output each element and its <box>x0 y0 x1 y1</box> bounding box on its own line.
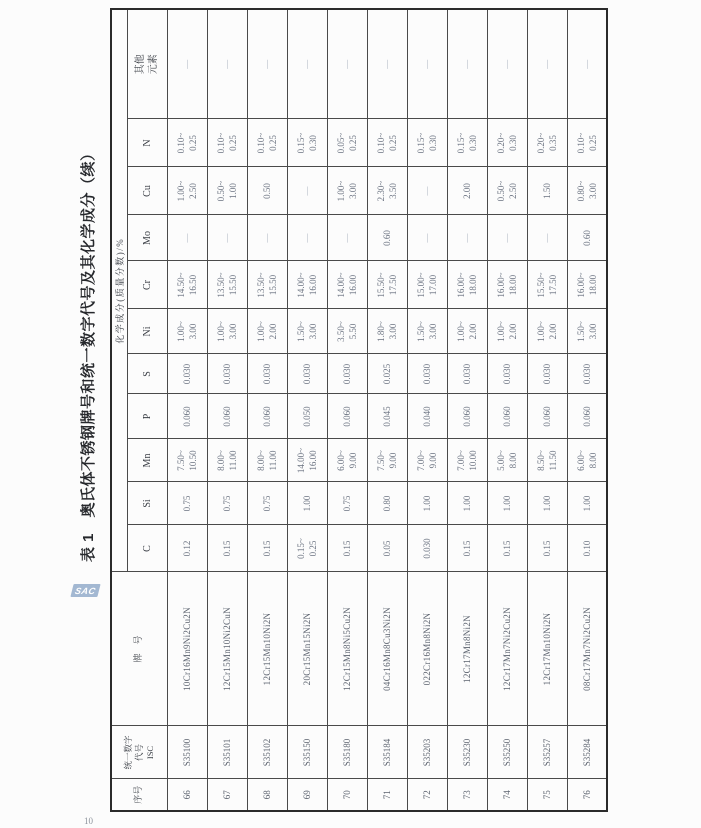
cell-Ni: 1.00~ 2.00 <box>527 309 567 354</box>
cell-Ni: 1.00~ 2.00 <box>487 309 527 354</box>
table-row <box>247 9 287 811</box>
cell-N: 0.10~ 0.25 <box>207 119 247 167</box>
cell-code: S35180 <box>327 726 367 779</box>
cell-C: 0.15 <box>207 525 247 572</box>
header-element-C: C <box>127 525 167 572</box>
cell-Mn: 5.00~ 8.00 <box>487 439 527 482</box>
cell-Mo: — <box>167 215 207 261</box>
cell-index: 70 <box>327 779 367 811</box>
cell-grade: 12Cr15Mn8Ni5Cu2N <box>327 572 367 726</box>
header-composition: 化学成分(质量分数)/% <box>111 9 127 572</box>
header-grade: 牌 号 <box>111 572 167 726</box>
header-index: 序号 <box>111 779 167 811</box>
cell-Mo: 0.60 <box>567 215 607 261</box>
cell-grade: 12Cr15Mn10Ni2CuN <box>207 572 247 726</box>
cell-S: 0.025 <box>367 354 407 394</box>
rotated-sheet <box>75 10 605 812</box>
cell-grade: 12Cr15Mn10Ni2N <box>247 572 287 726</box>
cell-Ni: 1.50~ 3.00 <box>407 309 447 354</box>
cell-Mn: 14.00~ 16.00 <box>287 439 327 482</box>
cell-Cu: 1.50 <box>527 167 567 215</box>
cell-Si: 0.75 <box>327 482 367 525</box>
cell-code: S35203 <box>407 726 447 779</box>
cell-index: 72 <box>407 779 447 811</box>
cell-Mn: 7.00~ 10.00 <box>447 439 487 482</box>
cell-N: 0.15~ 0.30 <box>447 119 487 167</box>
cell-Ni: 1.80~ 3.00 <box>367 309 407 354</box>
cell-code: S35257 <box>527 726 567 779</box>
cell-S: 0.030 <box>527 354 567 394</box>
cell-index: 71 <box>367 779 407 811</box>
cell-Mo: — <box>487 215 527 261</box>
cell-P: 0.060 <box>247 394 287 439</box>
cell-Ni: 1.50~ 3.00 <box>567 309 607 354</box>
cell-Si: 0.75 <box>247 482 287 525</box>
cell-Si: 0.80 <box>367 482 407 525</box>
cell-other: — <box>247 9 287 119</box>
cell-Cu: — <box>407 167 447 215</box>
cell-C: 0.15 <box>487 525 527 572</box>
composition-table <box>110 8 608 812</box>
cell-C: 0.030 <box>407 525 447 572</box>
cell-other: — <box>167 9 207 119</box>
cell-S: 0.030 <box>247 354 287 394</box>
cell-Mn: 6.00~ 8.00 <box>567 439 607 482</box>
table-body <box>167 9 607 811</box>
cell-Cr: 16.00~ 18.00 <box>567 261 607 309</box>
cell-Mn: 6.00~ 9.00 <box>327 439 367 482</box>
header-element-S: S <box>127 354 167 394</box>
cell-index: 68 <box>247 779 287 811</box>
cell-Mn: 8.50~ 11.50 <box>527 439 567 482</box>
cell-Ni: 3.50~ 5.50 <box>327 309 367 354</box>
cell-C: 0.05 <box>367 525 407 572</box>
cell-C: 0.15 <box>327 525 367 572</box>
cell-Cu: 0.50 <box>247 167 287 215</box>
cell-Cr: 14.50~ 16.50 <box>167 261 207 309</box>
header-code-line: 代号 <box>133 744 144 762</box>
cell-Mo: — <box>327 215 367 261</box>
table-row <box>527 9 567 811</box>
cell-C: 0.15 <box>447 525 487 572</box>
header-code-line: 统一数字 <box>122 735 133 770</box>
cell-P: 0.045 <box>367 394 407 439</box>
page-number: 10 <box>84 816 93 826</box>
cell-Mo: — <box>207 215 247 261</box>
header-element-Cr: Cr <box>127 261 167 309</box>
cell-Ni: 1.00~ 2.00 <box>247 309 287 354</box>
cell-Mn: 8.00~ 11.00 <box>247 439 287 482</box>
cell-S: 0.030 <box>327 354 367 394</box>
cell-N: 0.15~ 0.30 <box>407 119 447 167</box>
cell-N: 0.10~ 0.25 <box>567 119 607 167</box>
cell-code: S35184 <box>367 726 407 779</box>
cell-P: 0.060 <box>487 394 527 439</box>
cell-index: 66 <box>167 779 207 811</box>
cell-grade: 04Cr16Mn8Cu3Ni2N <box>367 572 407 726</box>
cell-C: 0.15 <box>527 525 567 572</box>
cell-Cu: 1.00~ 2.50 <box>167 167 207 215</box>
cell-grade: 12Cr17Mn7Ni2Cu2N <box>487 572 527 726</box>
cell-Mo: — <box>247 215 287 261</box>
sac-logo: SAC <box>70 584 100 597</box>
cell-index: 73 <box>447 779 487 811</box>
cell-P: 0.060 <box>167 394 207 439</box>
cell-Si: 1.00 <box>487 482 527 525</box>
table-row <box>287 9 327 811</box>
header-element-Si: Si <box>127 482 167 525</box>
header-element-Mn: Mn <box>127 439 167 482</box>
header-element-Ni: Ni <box>127 309 167 354</box>
cell-code: S35230 <box>447 726 487 779</box>
cell-grade: 10Cr16Mn9Ni2Cu2N <box>167 572 207 726</box>
title-row <box>75 10 110 812</box>
cell-Cu: 0.80~ 3.00 <box>567 167 607 215</box>
table-row <box>567 9 607 811</box>
cell-Cu: 0.50~ 2.50 <box>487 167 527 215</box>
cell-grade: 20Cr15Mn15Ni2N <box>287 572 327 726</box>
cell-Si: 1.00 <box>527 482 567 525</box>
cell-Si: 1.00 <box>407 482 447 525</box>
table-row <box>487 9 527 811</box>
cell-N: 0.05~ 0.25 <box>327 119 367 167</box>
cell-N: 0.10~ 0.25 <box>167 119 207 167</box>
cell-P: 0.060 <box>327 394 367 439</box>
cell-Cu: 0.50~ 1.00 <box>207 167 247 215</box>
cell-Cr: 15.50~ 17.50 <box>367 261 407 309</box>
cell-S: 0.030 <box>287 354 327 394</box>
table-row <box>407 9 447 811</box>
cell-grade: 12Cr17Mn8Ni2N <box>447 572 487 726</box>
cell-code: S35101 <box>207 726 247 779</box>
table-row <box>367 9 407 811</box>
cell-code: S35102 <box>247 726 287 779</box>
cell-Cr: 16.00~ 18.00 <box>447 261 487 309</box>
cell-other: — <box>287 9 327 119</box>
cell-Mn: 7.00~ 9.00 <box>407 439 447 482</box>
table-row <box>327 9 367 811</box>
cell-N: 0.20~ 0.30 <box>487 119 527 167</box>
cell-Ni: 1.00~ 2.00 <box>447 309 487 354</box>
cell-other: — <box>207 9 247 119</box>
cell-C: 0.15 <box>247 525 287 572</box>
cell-S: 0.030 <box>167 354 207 394</box>
cell-code: S35284 <box>567 726 607 779</box>
cell-Mo: — <box>407 215 447 261</box>
cell-P: 0.060 <box>207 394 247 439</box>
cell-Si: 1.00 <box>447 482 487 525</box>
cell-Ni: 1.50~ 3.00 <box>287 309 327 354</box>
cell-S: 0.030 <box>207 354 247 394</box>
cell-code: S35250 <box>487 726 527 779</box>
table-row <box>447 9 487 811</box>
cell-code: S35150 <box>287 726 327 779</box>
cell-N: 0.10~ 0.25 <box>367 119 407 167</box>
cell-Cu: 1.00~ 3.00 <box>327 167 367 215</box>
cell-Cr: 14.00~ 16.00 <box>327 261 367 309</box>
cell-Ni: 1.00~ 3.00 <box>207 309 247 354</box>
cell-Cr: 15.00~ 17.00 <box>407 261 447 309</box>
cell-Mn: 7.50~ 9.00 <box>367 439 407 482</box>
cell-S: 0.030 <box>487 354 527 394</box>
cell-index: 67 <box>207 779 247 811</box>
cell-Si: 0.75 <box>207 482 247 525</box>
cell-Cr: 16.00~ 18.00 <box>487 261 527 309</box>
header-code <box>111 726 167 779</box>
cell-S: 0.030 <box>447 354 487 394</box>
cell-Cu: — <box>287 167 327 215</box>
cell-Si: 0.75 <box>167 482 207 525</box>
header-element-Cu: Cu <box>127 167 167 215</box>
cell-index: 74 <box>487 779 527 811</box>
cell-grade: 022Cr16Mn8Ni2N <box>407 572 447 726</box>
cell-Cr: 15.50~ 17.50 <box>527 261 567 309</box>
cell-Ni: 1.00~ 3.00 <box>167 309 207 354</box>
cell-other: — <box>327 9 367 119</box>
table-title: 表 1 奥氏体不锈钢牌号和统一数字代号及其化学成分（续） <box>80 145 97 562</box>
cell-N: 0.20~ 0.35 <box>527 119 567 167</box>
cell-other: — <box>367 9 407 119</box>
cell-index: 76 <box>567 779 607 811</box>
cell-code: S35100 <box>167 726 207 779</box>
header-other-elements <box>127 9 167 119</box>
cell-grade: 08Cr17Mn7Ni2Cu2N <box>567 572 607 726</box>
cell-index: 75 <box>527 779 567 811</box>
cell-P: 0.040 <box>407 394 447 439</box>
cell-other: — <box>567 9 607 119</box>
cell-other: — <box>527 9 567 119</box>
cell-C: 0.10 <box>567 525 607 572</box>
cell-Cr: 13.50~ 15.50 <box>247 261 287 309</box>
header-row-1 <box>111 9 127 811</box>
header-other-line: 元素 <box>148 54 159 75</box>
cell-P: 0.050 <box>287 394 327 439</box>
cell-C: 0.15~ 0.25 <box>287 525 327 572</box>
table-row <box>207 9 247 811</box>
cell-grade: 12Cr17Mn10Ni2N <box>527 572 567 726</box>
header-code-line: ISC <box>144 745 155 760</box>
cell-C: 0.12 <box>167 525 207 572</box>
cell-Mo: — <box>447 215 487 261</box>
cell-Si: 1.00 <box>567 482 607 525</box>
cell-S: 0.030 <box>407 354 447 394</box>
header-element-Mo: Mo <box>127 215 167 261</box>
cell-other: — <box>487 9 527 119</box>
cell-Cu: 2.30~ 3.50 <box>367 167 407 215</box>
cell-N: 0.10~ 0.25 <box>247 119 287 167</box>
cell-Mo: — <box>527 215 567 261</box>
cell-Si: 1.00 <box>287 482 327 525</box>
cell-other: — <box>447 9 487 119</box>
cell-Mo: 0.60 <box>367 215 407 261</box>
header-element-N: N <box>127 119 167 167</box>
header-other-line: 其他 <box>135 54 146 75</box>
cell-Cu: 2.00 <box>447 167 487 215</box>
cell-N: 0.15~ 0.30 <box>287 119 327 167</box>
header-element-P: P <box>127 394 167 439</box>
cell-Mo: — <box>287 215 327 261</box>
cell-Mn: 8.00~ 11.00 <box>207 439 247 482</box>
cell-index: 69 <box>287 779 327 811</box>
table-row <box>167 9 207 811</box>
cell-P: 0.060 <box>447 394 487 439</box>
cell-other: — <box>407 9 447 119</box>
cell-Cr: 14.00~ 16.00 <box>287 261 327 309</box>
cell-P: 0.060 <box>567 394 607 439</box>
cell-P: 0.060 <box>527 394 567 439</box>
cell-Mn: 7.50~ 10.50 <box>167 439 207 482</box>
cell-S: 0.030 <box>567 354 607 394</box>
cell-Cr: 13.50~ 15.50 <box>207 261 247 309</box>
